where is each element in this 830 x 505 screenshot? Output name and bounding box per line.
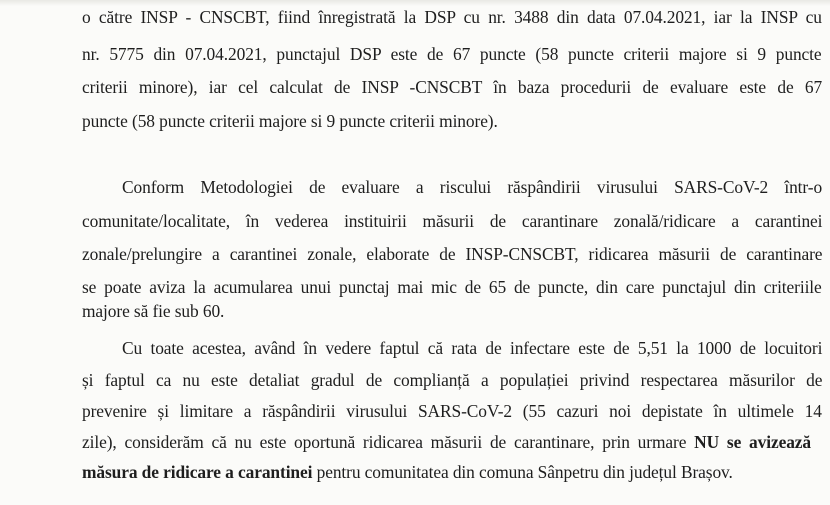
paragraph-2-line-3: zonale/prelungire a carantinei zonale, elaborate de INSP-CNSCBT, ridicarea măsurii de carantinare [82,244,823,264]
paragraph-3-line-4-text: zile), considerăm că nu este oportună ridicarea măsurii de carantinare, prin urmare [82,432,687,452]
paragraph-2-line-1: Conform Metodologiei de evaluare a riscului răspândirii virusului SARS-CoV-2 într-o [122,177,823,197]
paragraph-2-line-5: majore să fie sub 60. [82,301,225,321]
paragraph-1-line-1: o către INSP - CNSCBT, fiind înregistrată la DSP cu nr. 3488 din data 07.04.2021, iar la INSP cu [82,7,822,27]
paragraph-3-line-1: Cu toate acestea, având în vedere faptul că rata de infectare este de 5,51 la 1000 de locuitori [122,338,823,358]
bold-decision-text: NU se avizează [694,432,812,452]
paragraph-3-line-3: prevenire și limitare a răspândirii virusului SARS-CoV-2 (55 cazuri noi depistate în ultimele 14 [82,401,822,421]
paragraph-3-line-4 [82,431,822,453]
paragraph-3-line-2: și faptul ca nu este detaliat gradul de complianță a populației privind respectarea măsurilor de [82,370,823,390]
paragraph-3-line-5 [82,461,733,483]
paragraph-1-line-4: puncte (58 puncte criterii majore si 9 puncte criterii minore). [82,111,498,131]
paragraph-3-line-5-end: pentru comunitatea din comuna Sânpetru din județul Brașov. [312,462,733,482]
paragraph-2-line-4: se poate aviza la acumularea unui punctaj mai mic de 65 de puncte, din care punctajul din criteriile [82,277,822,297]
paragraph-1-line-3: criterii minore), iar cel calculat de INSP -CNSCBT în baza procedurii de evaluare este de 67 [82,77,823,97]
paragraph-1-line-2: nr. 5775 din 07.04.2021, punctajul DSP este de 67 puncte (58 puncte criterii majore si 9 puncte [82,44,822,64]
paragraph-2-line-2: comunitate/localitate, în vederea instituirii măsurii de carantinare zonală/ridicare a carantinei [82,211,823,231]
bold-measure-text: măsura de ridicare a carantinei [82,462,313,482]
